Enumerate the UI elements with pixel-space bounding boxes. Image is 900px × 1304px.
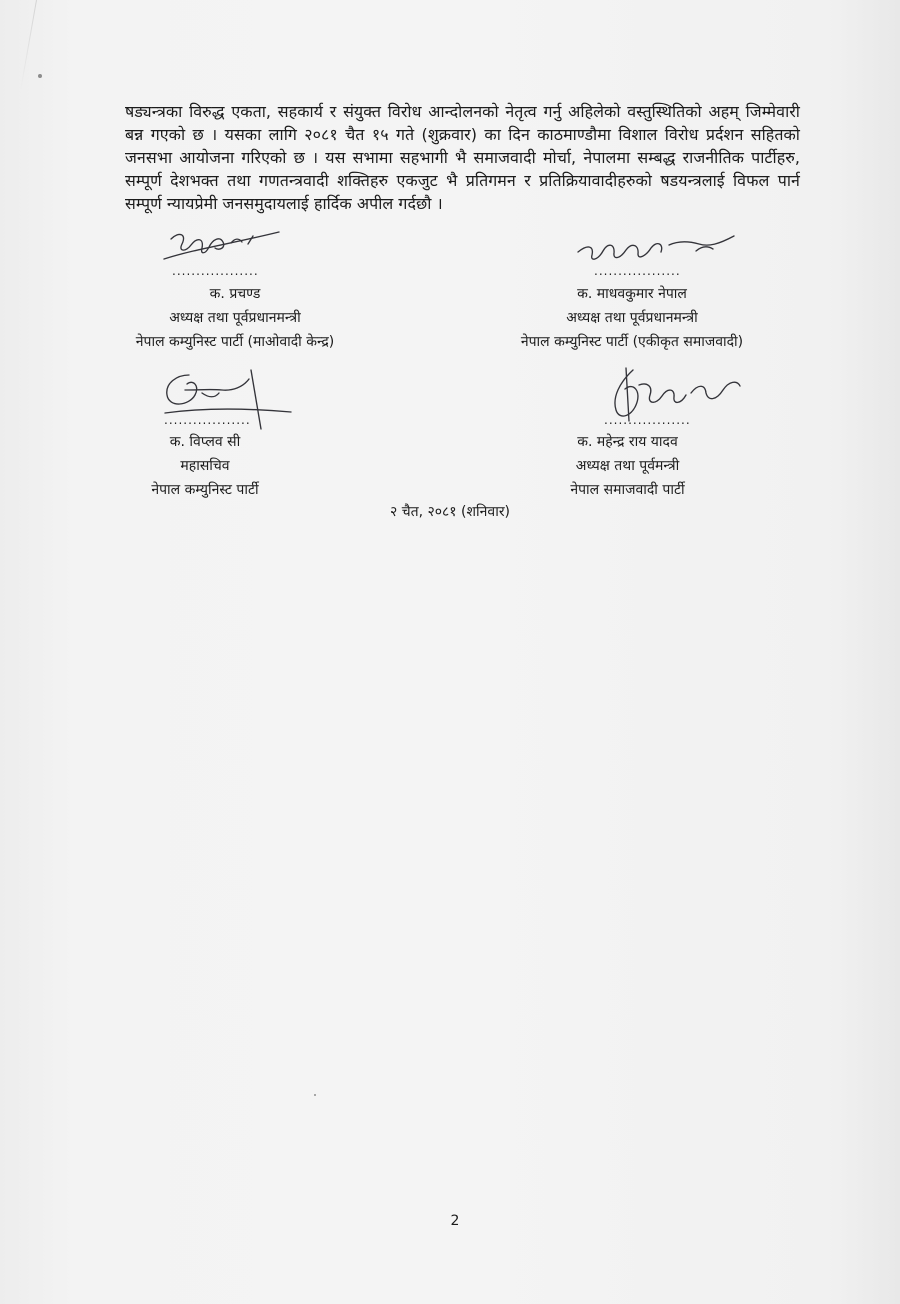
paper-fold-line	[20, 0, 37, 91]
signatory-block-1	[80, 282, 390, 354]
signatory-title: अध्यक्ष तथा पूर्वमन्त्री	[575, 458, 680, 474]
signatory-name: क. माधवकुमार नेपाल	[577, 286, 687, 302]
signatory-party: नेपाल कम्युनिस्ट पार्टी	[151, 482, 259, 498]
signature-line-3: ..................	[164, 413, 251, 427]
signatory-name: क. प्रचण्ड	[209, 286, 261, 302]
document-date: २ चैत, २०८१ (शनिवार)	[389, 504, 511, 520]
signatory-title: अध्यक्ष तथा पूर्वप्रधानमन्त्री	[169, 310, 301, 326]
paper-speck	[38, 74, 42, 78]
signatory-party: नेपाल कम्युनिस्ट पार्टी (माओवादी केन्द्र)	[135, 334, 335, 350]
body-paragraph: षड्यन्त्रका विरुद्ध एकता, सहकार्य र संयुक्त विरोध आन्दोलनको नेतृत्व गर्नु अहिलेको वस्तुस्थितिको अहम् जिम्मेवारी बन्न गएको छ । यसका लागि २०८१ चैत १५ गते (शुक्रवार) का दिन काठमाण्डौमा विशाल विरोध प्रर्दशन सहितको जनसभा आयोजना गरिएको छ । यस सभामा सहभागी भै समाजवादी मोर्चा, नेपालमा सम्बद्ध राजनीतिक पार्टीहरु, सम्पूर्ण देशभक्त तथा गणतन्त्रवादी शक्तिहरु एकजुट भै प्रतिगमन र प्रतिक्रियावादीहरुको षडयन्त्रलाई विफल पार्न सम्पूर्ण न्यायप्रेमी जनसमुदायलाई हार्दिक अपील गर्दछौ ।	[125, 102, 800, 213]
signatory-title: अध्यक्ष तथा पूर्वप्रधानमन्त्री	[566, 310, 698, 326]
signatory-block-4	[500, 430, 755, 502]
signature-line-2: ..................	[594, 264, 681, 278]
signatory-party: नेपाल कम्युनिस्ट पार्टी (एकीकृत समाजवादी)	[520, 334, 744, 350]
paper-speck	[314, 1094, 316, 1096]
page-number: 2	[450, 1213, 460, 1229]
signatory-party: नेपाल समाजवादी पार्टी	[570, 482, 685, 498]
signatory-title: महासचिव	[180, 458, 230, 474]
signature-line-4: ..................	[604, 413, 691, 427]
signatory-name: क. महेन्द्र राय यादव	[577, 434, 678, 450]
signatory-block-3	[85, 430, 325, 502]
signatory-block-2	[462, 282, 802, 354]
signature-line-1: ..................	[172, 264, 259, 278]
signatory-name: क. विप्लव सी	[169, 434, 241, 450]
